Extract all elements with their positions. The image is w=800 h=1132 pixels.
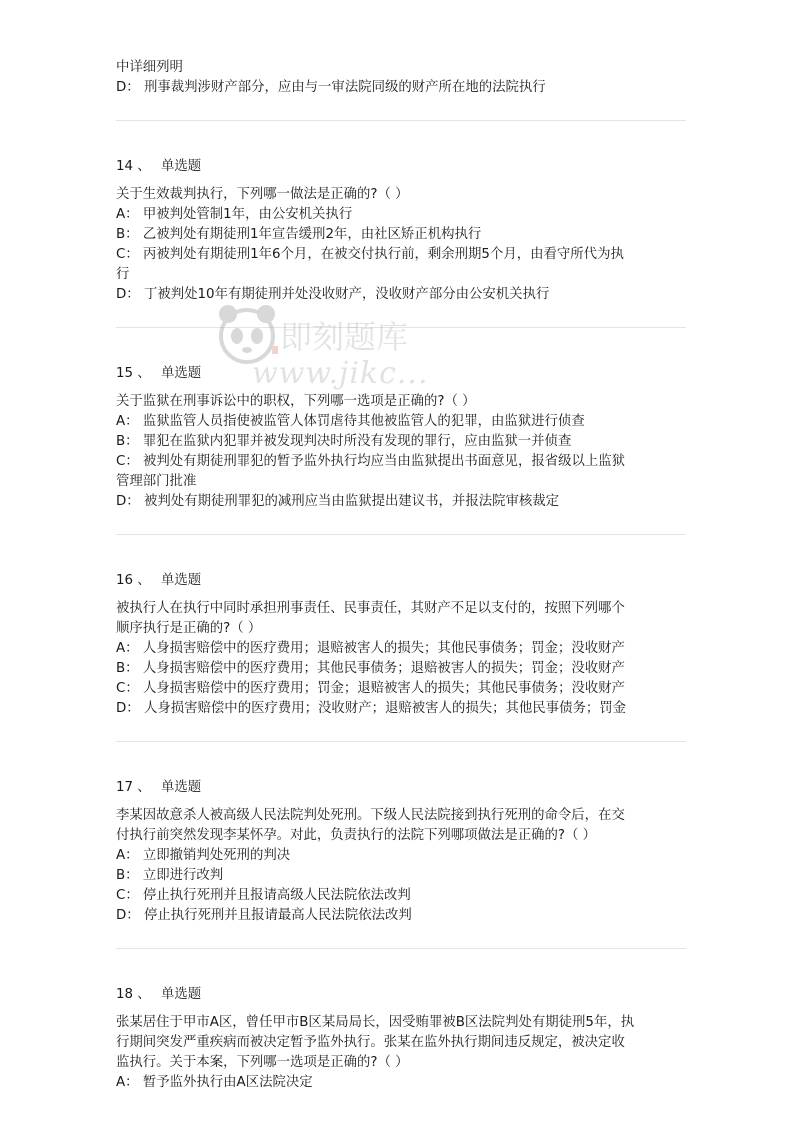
option-a — [116, 846, 686, 866]
option-text: D： — [116, 287, 140, 302]
option-text: 丙被判处有期徒刑1年6个月，在被交付执行前，剩余刑期5个月，由看守所代为执 — [143, 247, 624, 262]
option-text: 乙被判处有期徒刑1年宣告缓刑2年，由社区矫正机构执行 — [142, 227, 482, 242]
option-a — [116, 1073, 686, 1093]
option-text: 甲被判处管制1年，由公安机关执行 — [142, 207, 353, 222]
question-number: 17 、 — [116, 780, 151, 795]
option-b — [116, 659, 686, 679]
option-d — [116, 906, 686, 926]
option-text: 人身损害赔偿中的医疗费用；没收财产；退赔被害人的损失；其他民事债务；罚金 — [143, 701, 627, 716]
option-c — [116, 452, 686, 472]
question-header — [116, 157, 686, 177]
question-header — [116, 571, 686, 591]
question-stem: 关于监狱在刑事诉讼中的职权，下列哪一选项是正确的?（ ） — [116, 394, 476, 409]
option-text: B： — [116, 434, 139, 449]
question-stem: 行期间突发严重疾病而被决定暂予监外执行。张某在监外执行期间违反规定，被决定收 — [116, 1035, 625, 1050]
question-header — [116, 364, 686, 384]
option-text: D： — [116, 701, 140, 716]
question-number: 15 、 — [116, 366, 151, 381]
question-number: 16 、 — [116, 573, 151, 588]
option-text: A： — [116, 848, 139, 863]
option-text: A： — [116, 1075, 139, 1090]
option-text: A： — [116, 414, 139, 429]
option-text: C： — [116, 247, 139, 262]
question-type: 单选题 — [160, 780, 202, 795]
option-c — [116, 886, 686, 906]
option-text: A： — [116, 641, 139, 656]
option-b — [116, 866, 686, 886]
question-type: 单选题 — [160, 987, 202, 1002]
question-stem: 顺序执行是正确的?（ ） — [116, 621, 262, 636]
option-c-continued: 行 — [116, 267, 130, 282]
question-stem: 李某因故意杀人被高级人民法院判处死刑。下级人民法院接到执行死刑的命令后，在交 — [116, 808, 625, 823]
option-d — [116, 285, 686, 305]
option-text: A： — [116, 207, 139, 222]
option-d — [116, 699, 686, 719]
question-header — [116, 985, 686, 1005]
option-a — [116, 639, 686, 659]
option-text: B： — [116, 227, 139, 242]
option-text: C： — [116, 681, 139, 696]
intro-line-1: 中详细列明 — [116, 60, 183, 75]
option-text: 暂予监外执行由A区法院决定 — [142, 1075, 313, 1090]
option-text: 人身损害赔偿中的医疗费用；罚金；退赔被害人的损失；其他民事债务；没收财产 — [143, 681, 626, 696]
option-text: 监狱监管人员指使被监管人体罚虐待其他被监管人的犯罪，由监狱进行侦查 — [142, 414, 585, 429]
option-c-continued: 管理部门批准 — [116, 474, 197, 489]
option-text: C： — [116, 454, 139, 469]
question-stem: 被执行人在执行中同时承担刑事责任、民事责任，其财产不足以支付的，按照下列哪个 — [116, 601, 625, 616]
option-a — [116, 412, 686, 432]
option-c — [116, 679, 686, 699]
option-text: B： — [116, 661, 139, 676]
option-text: 停止执行死刑并且报请最高人民法院依法改判 — [143, 908, 412, 923]
question-header — [116, 778, 686, 798]
option-text: 丁被判处10年有期徒刑并处没收财产，没收财产部分由公安机关执行 — [143, 287, 550, 302]
option-b — [116, 225, 686, 245]
option-a — [116, 205, 686, 225]
question-stem: 监执行。关于本案，下列哪一选项是正确的?（ ） — [116, 1055, 409, 1070]
option-text: C： — [116, 888, 139, 903]
option-text: D： — [116, 908, 140, 923]
option-text: 停止执行死刑并且报请高级人民法院依法改判 — [143, 888, 411, 903]
question-type: 单选题 — [160, 159, 202, 174]
watermark-url: www.jikc... — [252, 356, 429, 391]
option-text: 人身损害赔偿中的医疗费用；退赔被害人的损失；其他民事债务；罚金；没收财产 — [142, 641, 625, 656]
question-stem: 张某居住于甲市A区，曾任甲市B区某局局长，因受贿罪被B区法院判处有期徒刑5年，执 — [116, 1015, 635, 1030]
document-page — [116, 58, 686, 1093]
option-text: 立即进行改判 — [142, 868, 224, 883]
intro-line-2: D： 刑事裁判涉财产部分，应由与一审法院同级的财产所在地的法院执行 — [116, 80, 546, 95]
option-d — [116, 492, 686, 512]
option-c — [116, 245, 686, 265]
option-text: D： — [116, 494, 140, 509]
question-type: 单选题 — [160, 573, 202, 588]
question-stem: 付执行前突然发现李某怀孕。对此，负责执行的法院下列哪项做法是正确的?（ ） — [116, 828, 597, 843]
option-text: 被判处有期徒刑罪犯的暂予监外执行均应当由监狱提出书面意见，报省级以上监狱 — [143, 454, 626, 469]
question-number: 18 、 — [116, 987, 151, 1002]
watermark-brand: 即刻题库 — [280, 318, 409, 356]
question-type: 单选题 — [160, 366, 202, 381]
option-text: 人身损害赔偿中的医疗费用；其他民事债务；退赔被害人的损失；罚金；没收财产 — [142, 661, 625, 676]
option-text: B： — [116, 868, 139, 883]
option-b — [116, 432, 686, 452]
question-number: 14 、 — [116, 159, 151, 174]
option-text: 罪犯在监狱内犯罪并被发现判决时所没有发现的罪行，应由监狱一并侦查 — [142, 434, 572, 449]
option-text: 立即撤销判处死刑的判决 — [142, 848, 291, 863]
option-text: 被判处有期徒刑罪犯的减刑应当由监狱提出建议书，并报法院审核裁定 — [143, 494, 560, 509]
question-stem: 关于生效裁判执行，下列哪一做法是正确的?（ ） — [116, 187, 409, 202]
